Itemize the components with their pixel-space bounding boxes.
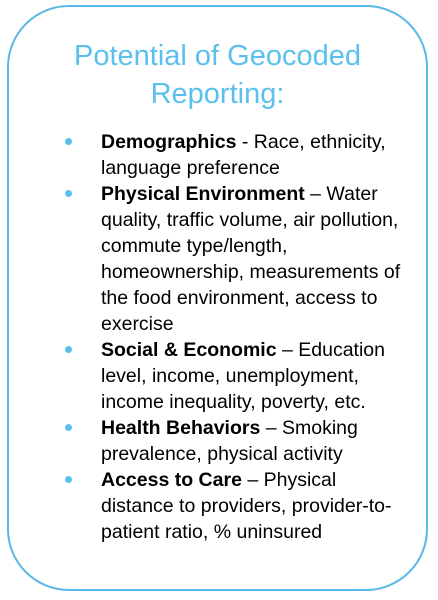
info-card	[7, 5, 428, 591]
list-item-physical-environment	[9, 181, 426, 337]
item-heading: Health Behaviors	[101, 417, 261, 439]
item-heading: Access to Care	[101, 469, 242, 491]
list-item-access-to-care	[9, 467, 426, 545]
bullet-list	[9, 129, 426, 545]
title-line-2: Reporting:	[150, 78, 285, 110]
item-text: - Race, ethnicity, language preference	[101, 131, 386, 179]
list-item-social-economic	[9, 337, 426, 415]
item-heading: Demographics	[101, 131, 237, 153]
bullet-icon	[65, 346, 72, 353]
item-text: – Smoking prevalence, physical activity	[101, 417, 358, 465]
title-line-1: Potential of Geocoded	[74, 40, 361, 72]
item-text: – Water quality, traffic volume, air pollution, commute type/length, homeownership, measurements of the food environment, access to exercise	[101, 183, 401, 335]
list-item-health-behaviors	[9, 415, 426, 467]
bullet-icon	[65, 424, 72, 431]
bullet-icon	[65, 190, 72, 197]
bullet-icon	[65, 138, 72, 145]
item-text: – Physical distance to providers, provider-to-patient ratio, % uninsured	[101, 469, 392, 543]
item-text: – Education level, income, unemployment, income inequality, poverty, etc.	[101, 339, 385, 413]
card-title	[9, 37, 426, 113]
item-heading: Social & Economic	[101, 339, 277, 361]
bullet-icon	[65, 476, 72, 483]
list-item-demographics	[9, 129, 426, 181]
item-heading: Physical Environment	[101, 183, 305, 205]
